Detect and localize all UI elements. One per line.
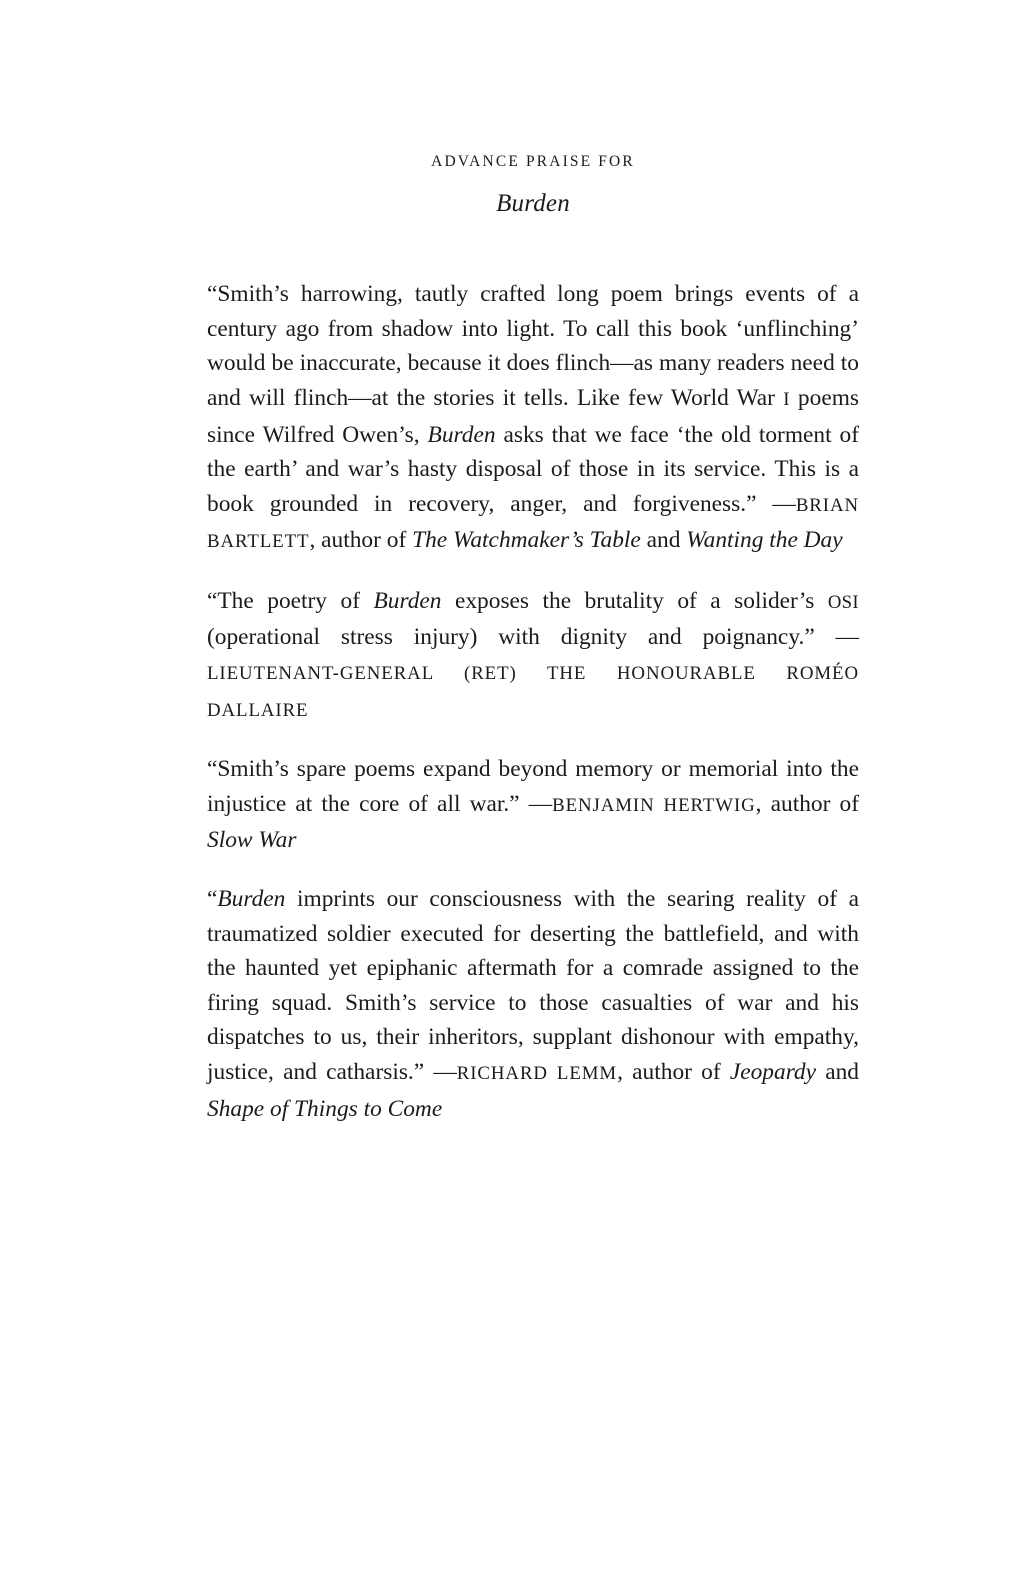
quote-text: imprints our consciousness with the searing reality of a traumatized soldier executed for deserting the battlefield, and with the haunted yet epiphanic aftermath for a comrade assigned to the firing squad. Smith’s service to those casualties of war and his dispatches to us, their inheritors, supplant dishonour with empathy, justice, and catharsis.” xyxy=(207,886,859,1086)
open-quote-mark: “ xyxy=(207,756,218,783)
praise-quote-bartlett xyxy=(207,277,859,560)
quote-text: Smith’s spare poems expand beyond memory or memorial into the injustice at the core of all war.” xyxy=(207,756,859,817)
book-title-inline: Burden xyxy=(427,421,496,448)
open-quote-mark: “ xyxy=(207,886,218,913)
quote-text-cont: poems since Wilfred Owen’s, xyxy=(207,384,860,448)
em-dash: — xyxy=(433,1059,457,1086)
praise-quote-lemm xyxy=(207,882,859,1126)
attribution-suffix: , author of xyxy=(617,1059,730,1086)
book-title-inline: Burden xyxy=(217,886,286,913)
osi-acronym: OSI xyxy=(827,591,859,613)
work-title-2: Wanting the Day xyxy=(686,527,843,554)
quote-text-end: (operational stress injury) with dignity and poignancy.” xyxy=(207,624,836,651)
advance-praise-heading xyxy=(207,152,859,219)
attribution-suffix: , author of xyxy=(755,790,859,817)
quote-attribution: BENJAMIN HERTWIG xyxy=(552,794,756,816)
quote-attribution: LIEUTENANT-GENERAL (RET) THE HONOURABLE ROMÉO DALLAIRE xyxy=(207,663,859,721)
page-content xyxy=(207,152,859,1126)
attribution-suffix: , author of xyxy=(309,527,413,554)
praise-quote-hertwig xyxy=(207,752,859,858)
work-conjunction: and xyxy=(816,1059,859,1086)
em-dash: — xyxy=(528,790,553,817)
work-title-1: The Watchmaker’s Table xyxy=(412,527,641,554)
praise-quote-list xyxy=(207,277,859,1126)
book-title-inline: Burden xyxy=(373,587,442,614)
em-dash: — xyxy=(772,490,796,517)
quote-text: The poetry of xyxy=(217,587,374,614)
quote-attribution: BRIAN BARTLETT xyxy=(207,494,859,553)
quote-text-cont: exposes the brutality of a solider’s xyxy=(441,587,828,614)
work-title-1: Jeopardy xyxy=(729,1059,817,1086)
page-title: Burden xyxy=(496,190,570,218)
world-war-numeral: I xyxy=(783,388,790,410)
praise-quote-dallaire xyxy=(207,584,859,728)
work-title-1: Slow War xyxy=(207,827,297,854)
work-conjunction: and xyxy=(640,527,687,554)
open-quote-mark: “ xyxy=(207,587,218,614)
open-quote-mark: “ xyxy=(207,281,218,308)
quote-text: Smith’s harrowing, tautly crafted long poem brings events of a century ago from shadow into light. To call this book ‘unflinching’ would be inaccurate, because it does flinch—as many readers need to and will flinch—at the stories it tells. Like few World War xyxy=(207,281,859,411)
quote-attribution: RICHARD LEMM xyxy=(456,1063,618,1085)
quote-text-end: asks that we face ‘the old torment of the earth’ and war’s hasty disposal of those in its service. This is a book grounded in recovery, anger, and forgiveness.” xyxy=(207,421,859,517)
work-title-2: Shape of Things to Come xyxy=(207,1095,443,1122)
page-eyebrow: ADVANCE PRAISE FOR xyxy=(431,153,635,170)
em-dash: — xyxy=(835,624,859,651)
